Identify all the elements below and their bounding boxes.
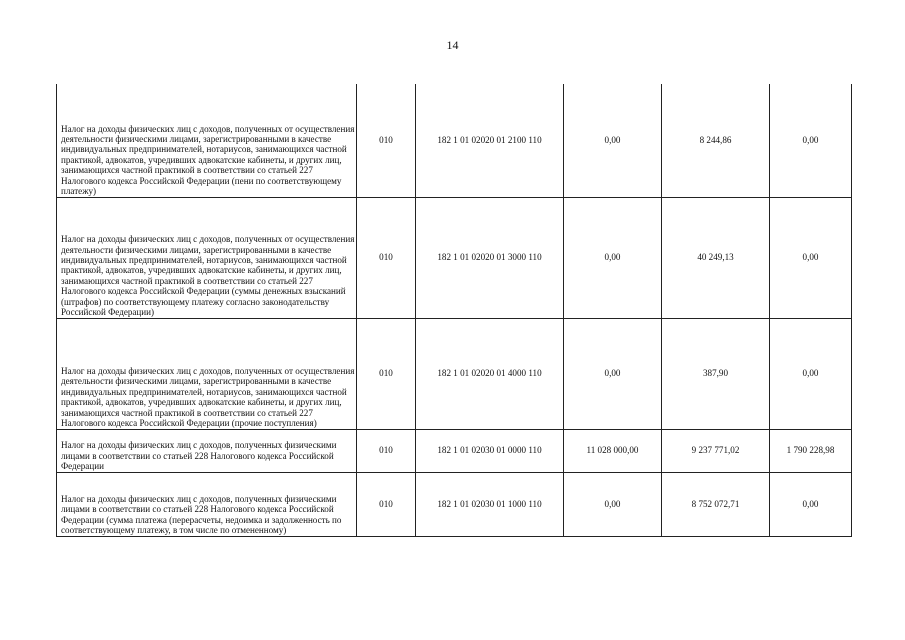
row-amount-col6: 0,00: [770, 84, 852, 197]
row-amount-col6: 1 790 228,98: [770, 429, 852, 472]
table-row: [57, 472, 852, 536]
row-line-code: 010: [357, 472, 416, 536]
row-amount-col6: 0,00: [770, 197, 852, 318]
row-description: Налог на доходы физических лиц с доходов, полученных от осуществления деятельности физическими лицами, зарегистрированными в качестве индивидуальных предпринимателей, нотариусов, занимающихся частной практикой, адвокатов, учредивших адвокатские кабинеты, и других лиц, занимающихся частной практикой в соответствии со статьей 227 Налогового кодекса Российской Федерации (прочие поступления): [57, 318, 357, 429]
row-line-code: 010: [357, 197, 416, 318]
row-amount-col4: 0,00: [564, 318, 662, 429]
row-kbk-code: 182 1 01 02020 01 3000 110: [416, 197, 564, 318]
table-row: [57, 197, 852, 318]
row-kbk-code: 182 1 01 02020 01 2100 110: [416, 84, 564, 197]
row-amount-col5: 40 249,13: [662, 197, 770, 318]
row-description: Налог на доходы физических лиц с доходов, полученных физическими лицами в соответствии со статьей 228 Налогового кодекса Российской Федерации (сумма платежа (перерасчеты, недоимка и задолженность по соответствующему платежу, в том числе по отмененному): [57, 472, 357, 536]
row-kbk-code: 182 1 01 02020 01 4000 110: [416, 318, 564, 429]
row-amount-col4: 0,00: [564, 472, 662, 536]
row-amount-col5: 9 237 771,02: [662, 429, 770, 472]
row-line-code: 010: [357, 318, 416, 429]
row-line-code: 010: [357, 429, 416, 472]
row-amount-col4: 11 028 000,00: [564, 429, 662, 472]
table-row: [57, 84, 852, 197]
row-amount-col6: 0,00: [770, 318, 852, 429]
row-amount-col5: 8 752 072,71: [662, 472, 770, 536]
row-line-code: 010: [357, 84, 416, 197]
row-amount-col6: 0,00: [770, 472, 852, 536]
table-row: [57, 318, 852, 429]
row-kbk-code: 182 1 01 02030 01 0000 110: [416, 429, 564, 472]
row-description: Налог на доходы физических лиц с доходов, полученных от осуществления деятельности физическими лицами, зарегистрированными в качестве индивидуальных предпринимателей, нотариусов, занимающихся частной практикой, адвокатов, учредивших адвокатские кабинеты, и других лиц, занимающихся частной практикой в соответствии со статьей 227 Налогового кодекса Российской Федерации (суммы денежных взысканий (штрафов) по соответствующему платежу согласно законодательству Российской Федерации): [57, 197, 357, 318]
row-description: Налог на доходы физических лиц с доходов, полученных от осуществления деятельности физическими лицами, зарегистрированными в качестве индивидуальных предпринимателей, нотариусов, занимающихся частной практикой, адвокатов, учредивших адвокатские кабинеты, и других лиц, занимающихся частной практикой в соответствии со статьей 227 Налогового кодекса Российской Федерации (пени по соответствующему платежу): [57, 84, 357, 197]
income-report-table: [56, 84, 852, 537]
row-amount-col4: 0,00: [564, 84, 662, 197]
row-amount-col4: 0,00: [564, 197, 662, 318]
row-kbk-code: 182 1 01 02030 01 1000 110: [416, 472, 564, 536]
row-description: Налог на доходы физических лиц с доходов, полученных физическими лицами в соответствии со статьей 228 Налогового кодекса Российской Федерации: [57, 429, 357, 472]
table-row: [57, 429, 852, 472]
row-amount-col5: 387,90: [662, 318, 770, 429]
page-number: 14: [446, 38, 459, 52]
row-amount-col5: 8 244,86: [662, 84, 770, 197]
